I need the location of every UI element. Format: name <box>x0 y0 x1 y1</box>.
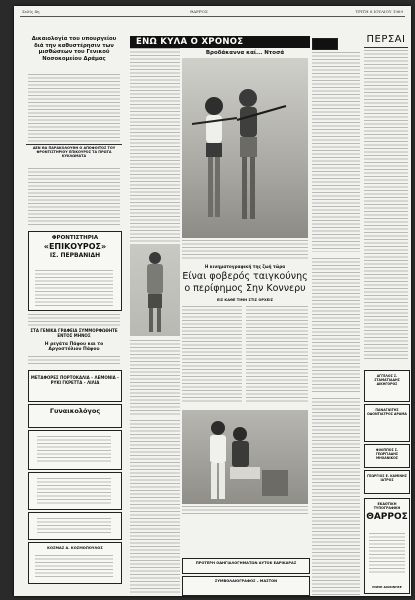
women-with-rifles-photo <box>182 58 308 238</box>
doctor2-ad <box>364 470 410 494</box>
photo-credit <box>182 506 308 514</box>
logo-block <box>312 38 338 50</box>
masthead-small: ΘΑΡΡΟΣ <box>190 9 208 14</box>
left-article-body <box>28 74 120 142</box>
doctor2-ad-text: ΓΕΩΡΓΙΟΣ Ε. ΚΑΜΙΝΗΣ ΙΑΤΡΟΣ <box>367 474 407 482</box>
small-column-text <box>130 340 180 415</box>
model-photo <box>130 244 180 336</box>
page-date: ΤΡΙΤΗ 8 ΙΟΥΛΙΟΥ 1969 <box>355 9 403 14</box>
notice-body <box>28 356 120 366</box>
tharros-footer: ΡΩΜΗ ΔΙΑΚΙΝΗΣΕ <box>372 585 402 589</box>
kicker: Η κινηματογραφική της ζωή τώρα <box>204 264 286 269</box>
pomace-title: ΣΤΑ ΓΕΝΙΚΑ ΓΡΑΦΕΙΑ ΣΥΜΜΟΡΦΩΘΗΤΕ ΕΝΤΟΣ ΜΗΝΟΣ <box>30 328 118 338</box>
dentist-ad-text: ΠΑΝΑΓΙΩΤΗΣ ΟΔΟΝΤΙΑΤΡΟΣ ΔΡΑΜΑ <box>367 408 407 416</box>
lawyer-ad <box>364 370 410 402</box>
doctor-ad <box>28 472 122 510</box>
divider <box>364 47 408 48</box>
newspaper-page <box>14 6 411 596</box>
ad-owner: ΙΣ. ΠΕΡΒΑΝΙΔΗ <box>49 252 101 259</box>
banner-title: ΕΝΩ ΚΥΛΑ Ο ΧΡΟΝΟΣ <box>136 37 244 47</box>
furniture-body <box>37 518 111 534</box>
center-right-text-3 <box>312 398 360 596</box>
notary-ad <box>182 576 310 596</box>
section-title: ΠΕΡΣΑΙ <box>366 34 406 45</box>
ad-body <box>35 270 113 306</box>
pomace-subtitle: Η ρεγάτα Πάφου και το Αργοστόλιον Πάφου <box>44 342 104 353</box>
connery-body-col2 <box>246 306 308 404</box>
left-subheadline: ΔΕΝ ΘΑ ΠΑΡΑΚΟΛΟΥΘΗ Ο ΑΠΟΦΟΙΤΟΣ ΤΟΥ ΦΡΟΝΤΙΣΤΗΡΙΟΥ ΕΠΙΚΟΥΡΟΣ ΤΑ ΠΡΩΤΑ ΚΥΚΛΩΜΑΤΑ <box>32 146 116 159</box>
frontistirio-ad <box>28 231 122 311</box>
divider <box>26 144 122 145</box>
couple-photo <box>182 410 308 504</box>
neurologist-body <box>37 436 111 464</box>
shipping-body <box>35 555 113 579</box>
page-number: Σελίς 4η <box>22 9 40 14</box>
transport-ad-text: ΜΕΤΑΦΟΡΕΣ ΠΟΡΤΟΚΑΛΙΑ – ΛΕΜΟΝΙΑ – ΡΥΚΙ ΓΚΡΕΤΤΑ – ΛΙΛΙΑ <box>30 375 120 385</box>
gynaecologist-title: Γυναικολόγος <box>49 407 101 415</box>
model-figure <box>130 244 180 336</box>
doctor-body <box>37 478 111 504</box>
photo-figures <box>182 58 308 238</box>
left-article-body-2 <box>28 168 120 226</box>
tharros-name: ΘΑΡΡΟΣ <box>366 512 408 523</box>
center-article-top <box>182 240 308 260</box>
notary-ad-text: ΣΥΜΒΟΛΑΙΟΓΡΑΦΟΣ – ΜΑΣΤΟΝ <box>214 579 278 583</box>
school-ad-text: ΠΡΟΤΕΡΗ ΟΔΗΓΙΑΛΟΓΗΜΑΤΩΝ ΑΥΤΟΚ ΕΔΡΙΚΑΡΑΣ <box>195 561 297 565</box>
dentist-ad <box>364 404 410 442</box>
lawyer-ad-text: ΑΓΓΕΛΟΣ Σ. ΣΤΑΜΑΤΙΑΔΗΣ ΔΙΚΗΓΟΡΟΣ <box>374 374 400 386</box>
ad-name: «ΕΠΙΚΟΥΡΟΣ» <box>43 242 107 251</box>
ad-title: ΦΡΟΝΤΙΣΤΗΡΙΑ <box>51 235 99 241</box>
photo-caption-top: Βροδάκαννα καί... Ντοσά <box>205 50 285 56</box>
small-column-text-2 <box>130 420 180 595</box>
transport-ad <box>28 370 122 402</box>
neurologist-ad <box>28 430 122 470</box>
connery-headline: Είναι φοβερός ταιγκούνης ο περίφημος Σην Κοννερυ <box>182 271 308 294</box>
page-header <box>20 8 405 17</box>
right-column-text <box>364 50 408 360</box>
left-headline: Δικαιολογία του υπουργείου διά την καθυστέρησιν των μισθώσεων του Γενικού Νοσοκομείου Δράμας <box>31 36 117 62</box>
connery-subhead: ΕΙΣ ΚΑΘΕ ΤΙΜΗ ΣΤΙΣ ΟΡΧΕΙΣ <box>216 298 274 302</box>
center-right-text <box>312 52 360 252</box>
school-ad <box>182 558 310 574</box>
shipping-ad <box>28 542 122 584</box>
tharros-ad <box>364 498 410 594</box>
left-notice <box>28 314 120 328</box>
couple-figures <box>182 410 308 504</box>
tharros-body <box>369 533 405 573</box>
cinema-banner <box>130 36 310 48</box>
engineer-ad <box>364 444 410 468</box>
tharros-kicker: ΕΚΔΟΤΙΚΗ ΤΥΠΟΓΡΑΦΙΚΗ <box>373 502 401 511</box>
connery-body-col1 <box>182 306 242 404</box>
gynaecologist-ad <box>28 404 122 428</box>
engineer-ad-text: ΦΙΛΙΠΠΟΣ Σ. ΓΕΩΡΓΙΑΔΗΣ ΜΗΧΑΝΙΚΟΣ <box>375 448 399 460</box>
furniture-ad <box>28 512 122 540</box>
radio-program <box>130 48 180 243</box>
center-right-text-2 <box>312 258 360 393</box>
shipping-title: ΚΟΣΜΑΣ Α. ΚΟΣΜΟΠΟΥΛΟΣ <box>47 546 103 550</box>
